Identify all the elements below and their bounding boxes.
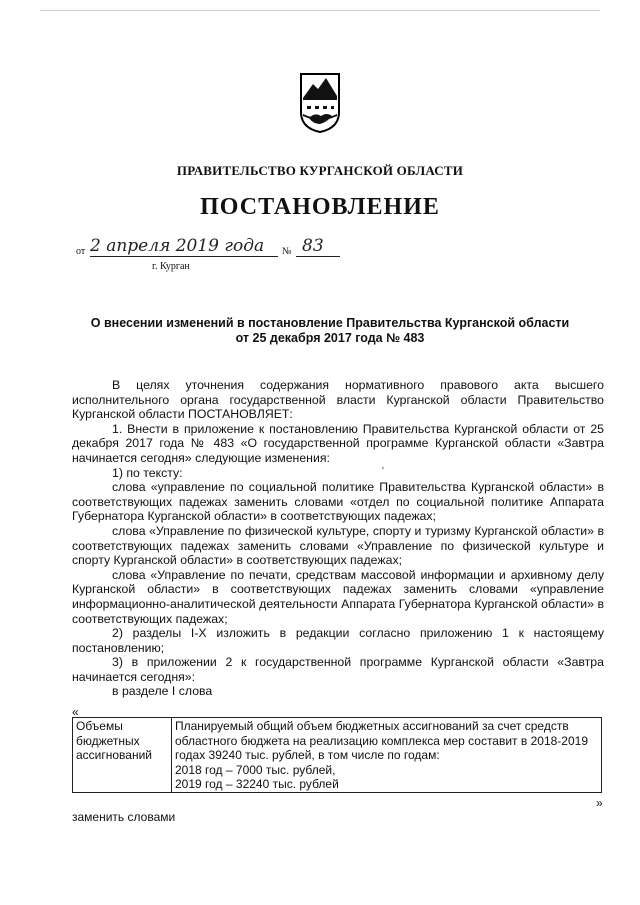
- handwritten-date: 2 апреля 2019 года: [90, 236, 265, 256]
- paragraph: в разделе I слова: [112, 684, 213, 699]
- date-prefix: от: [76, 246, 86, 257]
- budget-year-2019: 2019 год – 32240 тыс. рублей: [175, 777, 339, 792]
- city-label: г. Курган: [152, 261, 190, 272]
- paragraph: В целях уточнения содержания нормативного правового акта высшего исполнительного органа государственной власти Курганской области Правительство Курганской области ПОСТАНОВЛЯЕТ:: [72, 378, 604, 422]
- paragraph: слова «управление по социальной политике Правительства Курганской области» в соответствующих падежах заменить словами «отдел по социальной политике Аппарата Губернатора Курганской области» в соответствующих падежах;: [72, 480, 604, 524]
- budget-summary: Планируемый общий объем бюджетных ассигнований за счет средств областного бюджета на реализацию комплекса мер составит в 2018-2019 годах 39240 тыс. рублей, в том числе по годам:: [175, 719, 588, 763]
- table-content-cell: [172, 718, 602, 793]
- budget-table: [72, 717, 602, 793]
- subject-line-1: О внесении изменений в постановление Правительства Курганской области: [90, 316, 570, 330]
- number-prefix: №: [282, 246, 292, 257]
- document-type-title: ПОСТАНОВЛЕНИЕ: [200, 194, 440, 220]
- government-title: ПРАВИТЕЛЬСТВО КУРГАНСКОЙ ОБЛАСТИ: [176, 163, 464, 178]
- quote-close: »: [596, 796, 603, 810]
- stray-pen-mark: ': [382, 466, 384, 477]
- paragraph: 1. Внести в приложение к постановлению Правительства Курганской области от 25 декабря 2017 года № 483 «О государственной программе Курганской области «Завтра начинается сегодня» следующие изменения:: [72, 421, 604, 465]
- handwritten-number: 83: [302, 236, 324, 256]
- table-row: [73, 718, 602, 793]
- scan-edge-line: [40, 10, 600, 11]
- number-underline: [296, 256, 340, 257]
- subject-line-2: от 25 декабря 2017 года № 483: [235, 331, 425, 345]
- paragraph: слова «Управление по печати, средствам массовой информации и архивному делу Курганской области» в соответствующих падежах заменить словами «управление информационно-аналитической деятельности Аппарата Губернатора Курганской области» в соответствующих падежах;: [72, 567, 604, 626]
- quote-open: «: [72, 705, 79, 719]
- document-body: [72, 378, 604, 699]
- paragraph: 1) по тексту:: [112, 465, 183, 480]
- document-subject: [60, 316, 600, 346]
- kurgan-coat-of-arms-icon: [299, 72, 341, 134]
- date-underline: [90, 256, 278, 257]
- tail-text: заменить словами: [72, 810, 176, 824]
- budget-year-2018: 2018 год – 7000 тыс. рублей,: [175, 762, 336, 777]
- table-label-cell: Объемы бюджетных ассигнований: [73, 718, 172, 793]
- paragraph: 2) разделы I-X изложить в редакции согласно приложению 1 к настоящему постановлению;: [72, 626, 604, 655]
- paragraph: 3) в приложении 2 к государственной программе Курганской области «Завтра начинается сегодня»:: [72, 655, 604, 684]
- paragraph: слова «Управление по физической культуре, спорту и туризму Курганской области» в соответствующих падежах заменить словами «Управление по физической культуре и спорту Курганской области» в соответствующих падежах;: [72, 523, 604, 568]
